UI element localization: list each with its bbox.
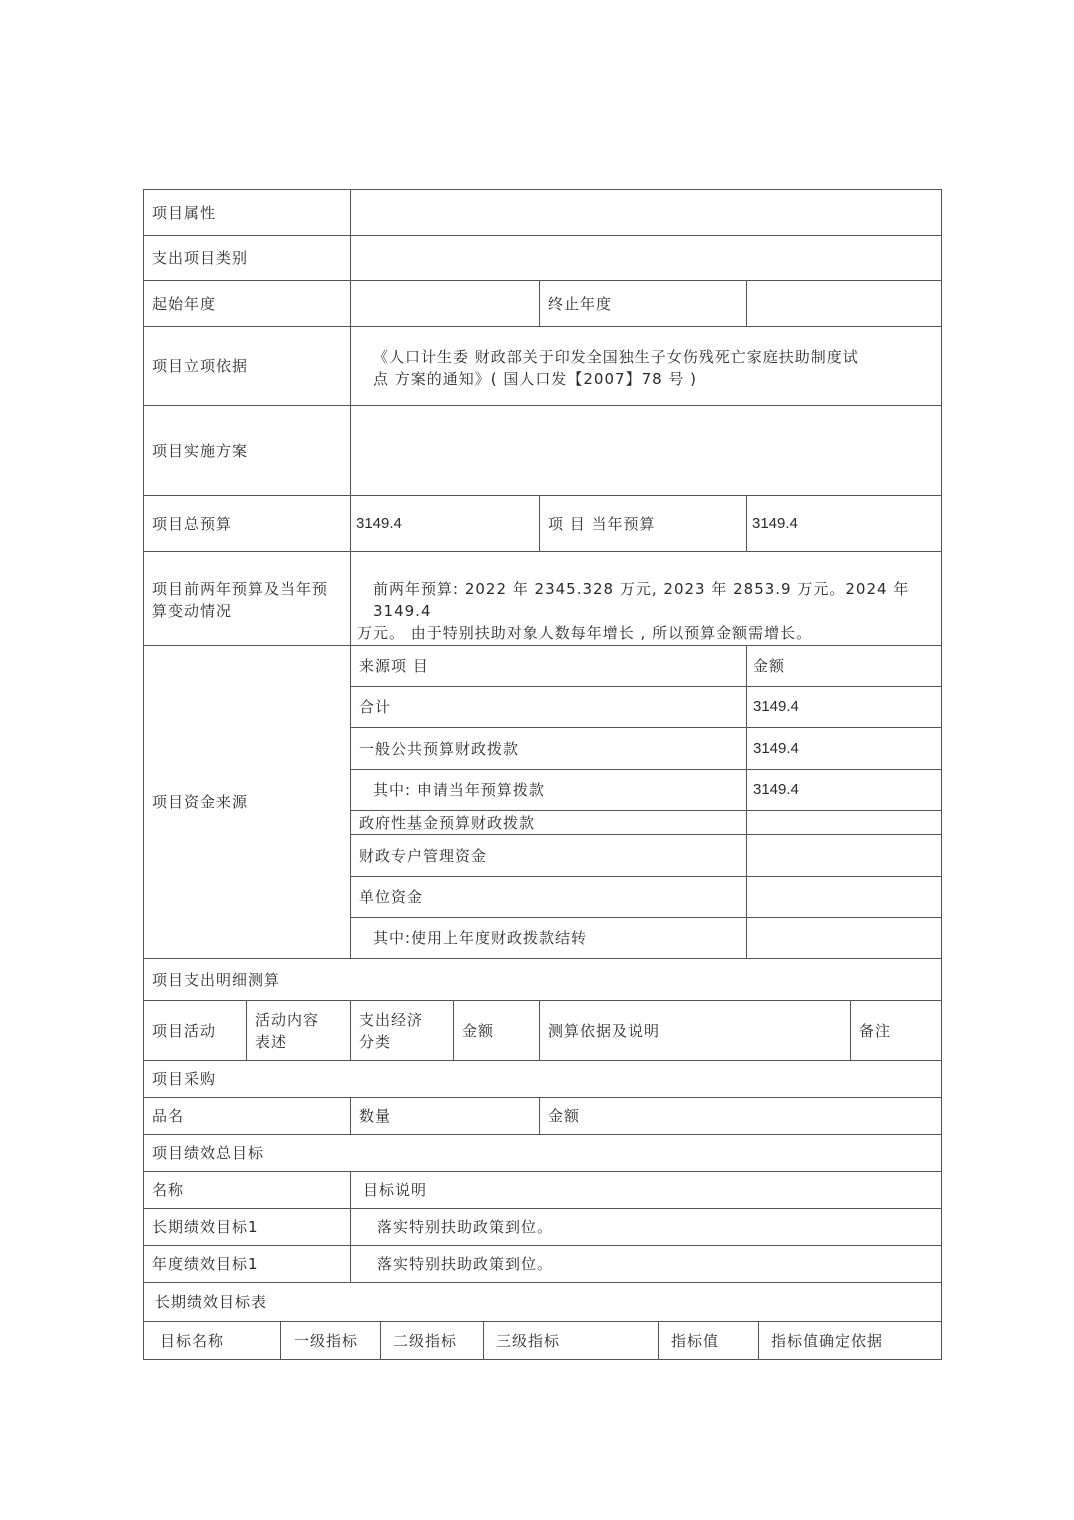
annual-goal-desc: 落实特别扶助政策到位。 [350, 1245, 942, 1283]
annual-goal-name: 年度绩效目标1 [143, 1245, 351, 1283]
funding-header-amount: 金额 [746, 645, 942, 687]
funding-row-total-amount: 3149.4 [746, 686, 942, 728]
project-attribute-label: 项目属性 [143, 189, 351, 236]
funding-row-current-year-request: 其中: 申请当年预算拨款 [350, 769, 747, 811]
goals-section-title: 项目绩效总目标 [143, 1134, 942, 1172]
detail-section-title: 项目支出明细测算 [143, 958, 942, 1001]
funding-row-carryover: 其中:使用上年度财政拨款结转 [350, 917, 747, 959]
detail-col-content-line-1: 活动内容 [255, 1011, 320, 1029]
budget-change-label-line-2: 算变动情况 [152, 602, 233, 620]
goals-col-desc: 目标说明 [350, 1171, 942, 1209]
funding-row-special-account: 财政专户管理资金 [350, 834, 747, 877]
detail-col-econ-line-1: 支出经济 [359, 1011, 424, 1029]
funding-row-unit-funds-amount [746, 876, 942, 918]
funding-source-label: 项目资金来源 [143, 645, 351, 959]
project-basis-line-2: 点 方案的通知》( 国人口发【2007】78 号 ) [373, 370, 698, 388]
detail-col-amount: 金额 [453, 1000, 540, 1061]
expense-category-label: 支出项目类别 [143, 235, 351, 281]
project-basis-line-1: 《人口计生委 财政部关于印发全国独生子女伤残死亡家庭扶助制度试 [373, 348, 859, 366]
end-year-value [746, 280, 942, 327]
funding-row-current-year-request-amount: 3149.4 [746, 769, 942, 811]
detail-col-content-line-2: 表述 [255, 1033, 288, 1051]
procurement-col-qty: 数量 [350, 1097, 540, 1135]
detail-col-econ-class [350, 1000, 454, 1061]
current-year-budget-label: 项 目 当年预算 [539, 495, 747, 552]
funding-row-special-account-amount [746, 834, 942, 877]
implementation-plan-label: 项目实施方案 [143, 405, 351, 496]
start-year-value [350, 280, 540, 327]
procurement-section-title: 项目采购 [143, 1060, 942, 1098]
expense-category-value [350, 235, 942, 281]
detail-col-basis: 测算依据及说明 [539, 1000, 851, 1061]
detail-col-econ-line-2: 分类 [359, 1033, 392, 1051]
budget-change-label-line-1: 项目前两年预算及当年预 [152, 580, 329, 598]
long-term-col-level1: 一级指标 [280, 1321, 381, 1360]
long-term-goal-name: 长期绩效目标1 [143, 1208, 351, 1246]
funding-row-unit-funds: 单位资金 [350, 876, 747, 918]
long-term-col-level2: 二级指标 [380, 1321, 484, 1360]
long-term-col-goal-name: 目标名称 [143, 1321, 281, 1360]
detail-col-activity: 项目活动 [143, 1000, 247, 1061]
budget-change-label [143, 551, 351, 646]
total-budget-value: 3149.4 [350, 495, 540, 552]
start-year-label: 起始年度 [143, 280, 351, 327]
long-term-col-value: 指标值 [658, 1321, 759, 1360]
long-term-table-title: 长期绩效目标表 [143, 1282, 942, 1322]
long-term-goal-desc: 落实特别扶助政策到位。 [350, 1208, 942, 1246]
funding-row-government-fund-amount [746, 810, 942, 835]
long-term-col-level3: 三级指标 [483, 1321, 659, 1360]
end-year-label: 终止年度 [539, 280, 747, 327]
procurement-col-amount: 金额 [539, 1097, 942, 1135]
detail-col-content [246, 1000, 351, 1061]
long-term-col-basis: 指标值确定依据 [758, 1321, 942, 1360]
funding-header-source: 来源项 目 [350, 645, 747, 687]
budget-change-line-2: 万元。 由于特别扶助对象人数每年增长 , 所以预算金额需增长。 [357, 624, 813, 642]
funding-row-government-fund: 政府性基金预算财政拨款 [350, 810, 747, 835]
project-attribute-value [350, 189, 942, 236]
total-budget-label: 项目总预算 [143, 495, 351, 552]
goals-col-name: 名称 [143, 1171, 351, 1209]
project-basis-label: 项目立项依据 [143, 326, 351, 406]
funding-row-carryover-amount [746, 917, 942, 959]
budget-change-value [350, 551, 942, 646]
detail-col-note: 备注 [850, 1000, 942, 1061]
implementation-plan-value [350, 405, 942, 496]
procurement-col-name: 品名 [143, 1097, 351, 1135]
funding-row-general-public: 一般公共预算财政拨款 [350, 727, 747, 770]
budget-change-line-1: 前两年预算: 2022 年 2345.328 万元, 2023 年 2853.9 万元。2024 年 3149.4 [373, 580, 910, 620]
funding-row-total: 合计 [350, 686, 747, 728]
project-basis-value [350, 326, 942, 406]
current-year-budget-value: 3149.4 [746, 495, 942, 552]
funding-row-general-public-amount: 3149.4 [746, 727, 942, 770]
